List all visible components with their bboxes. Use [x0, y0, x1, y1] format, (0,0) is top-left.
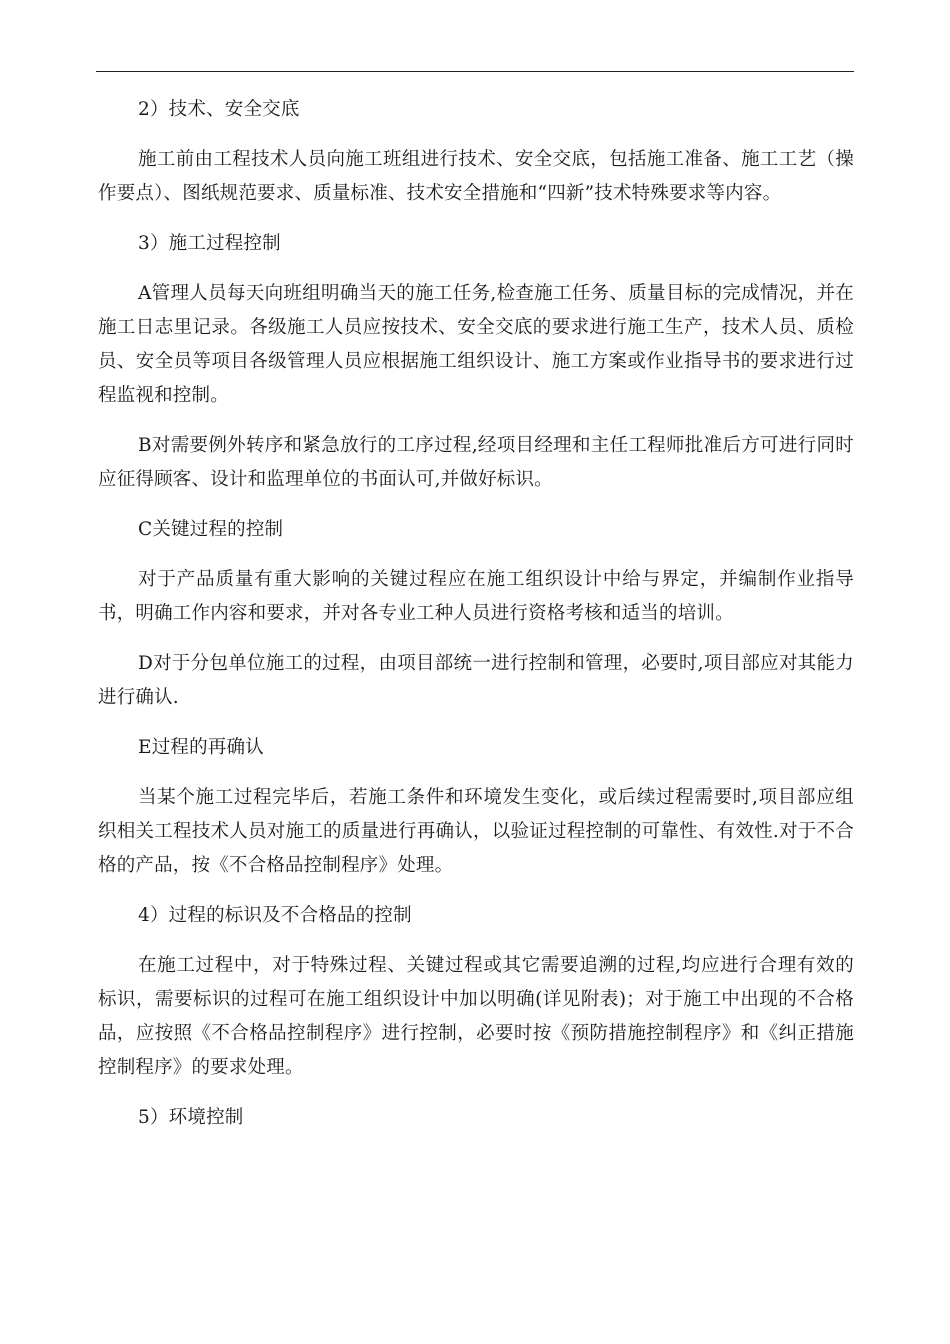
paragraph-identification: 在施工过程中，对于特殊过程、关键过程或其它需要追溯的过程,均应进行合理有效的标识，需要标识的过程可在施工组织设计中加以明确(详见附表)；对于施工中出现的不合格品，应按照《不合格品控制程序》进行控制，必要时按《预防措施控制程序》和《纠正措施控制程序》的要求处理。 [98, 955, 854, 1078]
paragraph-item-a: A管理人员每天向班组明确当天的施工任务,检查施工任务、质量目标的完成情况，并在施工日志里记录。各级施工人员应按技术、安全交底的要求进行施工生产，技术人员、质检员、安全员等项目各级管理人员应根据施工组织设计、施工方案或作业指导书的要求进行过程监视和控制。 [98, 283, 854, 406]
header-rule [96, 71, 854, 72]
paragraph-item-e: 当某个施工过程完毕后，若施工条件和环境发生变化，或后续过程需要时,项目部应组织相关工程技术人员对施工的质量进行再确认，以验证过程控制的可靠性、有效性.对于不合格的产品，按《不合格品控制程序》处理。 [98, 787, 854, 876]
heading-technical-safety-briefing: 2）技术、安全交底 [138, 99, 300, 120]
paragraph-briefing-content: 施工前由工程技术人员向施工班组进行技术、安全交底，包括施工准备、施工工艺（操作要点）、图纸规范要求、质量标准、技术安全措施和“四新”技术特殊要求等内容。 [98, 149, 854, 204]
document-body [98, 93, 854, 1151]
heading-item-c: C关键过程的控制 [138, 519, 284, 540]
heading-identification: 4）过程的标识及不合格品的控制 [138, 905, 412, 926]
paragraph-item-d: D对于分包单位施工的过程，由项目部统一进行控制和管理，必要时,项目部应对其能力进行确认. [98, 653, 854, 708]
heading-process-control: 3）施工过程控制 [138, 233, 281, 254]
heading-environment-control: 5）环境控制 [138, 1107, 244, 1128]
heading-item-e: E过程的再确认 [138, 737, 264, 758]
paragraph-item-c: 对于产品质量有重大影响的关键过程应在施工组织设计中给与界定，并编制作业指导书，明确工作内容和要求，并对各专业工种人员进行资格考核和适当的培训。 [98, 569, 854, 624]
paragraph-item-b: B对需要例外转序和紧急放行的工序过程,经项目经理和主任工程师批准后方可进行同时应征得顾客、设计和监理单位的书面认可,并做好标识。 [98, 435, 854, 490]
